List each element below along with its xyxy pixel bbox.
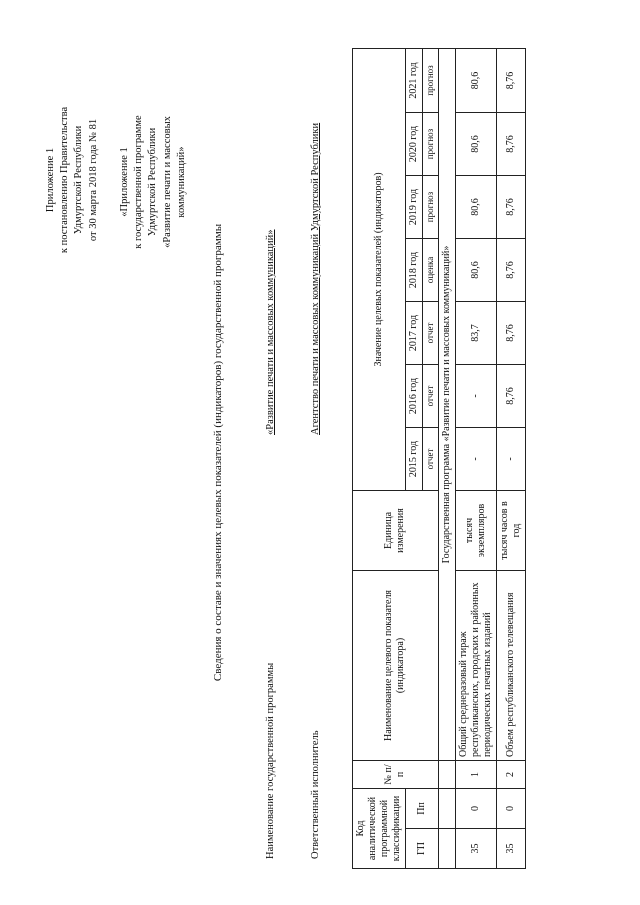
cell-value: 80,6 (455, 238, 496, 301)
cell-unit: тысяч экземпляров (455, 490, 496, 570)
cell-value: - (455, 427, 496, 490)
header-num: № п/п (353, 760, 439, 788)
cell-name: Объем республиканского телевещания (496, 570, 525, 760)
appendix-line: от 30 марта 2018 года № 81 (87, 118, 99, 242)
cell-value: 8,76 (496, 175, 525, 238)
header-year: 2016 год (406, 364, 423, 427)
header-type: отчет (423, 301, 439, 364)
header-name: Наименование целевого показателя (индикатора) (353, 570, 439, 760)
cell-value: - (455, 364, 496, 427)
header-gp: ГП (406, 829, 439, 869)
appendix-line: Удмуртской Республики (73, 125, 85, 235)
cell-gp: 35 (455, 829, 496, 869)
cell-value: 8,76 (496, 301, 525, 364)
appendix-line: коммуникаций» (175, 146, 187, 218)
cell-value: 8,76 (496, 238, 525, 301)
indicators-table (352, 48, 526, 869)
appendix-line: к постановлению Правительства (59, 106, 71, 254)
cell-unit: тысяч часов в год (496, 490, 525, 570)
cell-gp: 35 (496, 829, 525, 869)
program-value: «Развитие печати и массовых коммуникаций» (265, 229, 276, 435)
cell-value: - (496, 427, 525, 490)
header-year: 2015 год (406, 427, 423, 490)
appendix-line: к государственной программе (133, 115, 145, 249)
cell-value: 8,76 (496, 48, 525, 112)
program-label: Наименование государственной программы (265, 662, 276, 859)
appendix-line: «Развитие печати и массовых (161, 116, 173, 248)
header-pp: Пп (406, 788, 439, 828)
appendix-note-program (118, 67, 189, 297)
table-row (455, 48, 496, 868)
header-unit: Единица измерения (353, 490, 439, 570)
header-type: прогноз (423, 48, 439, 112)
header-type: отчет (423, 364, 439, 427)
header-type: прогноз (423, 175, 439, 238)
table-row (496, 48, 525, 868)
cell-value: 80,6 (455, 112, 496, 175)
table-header-row (353, 48, 406, 868)
header-values: Значение целевых показателей (индикаторов) (353, 48, 406, 490)
header-type: прогноз (423, 112, 439, 175)
header-year: 2020 год (406, 112, 423, 175)
appendix-line: «Приложение 1 (119, 147, 130, 217)
header-year: 2019 год (406, 175, 423, 238)
appendix-line: Удмуртской Республики (147, 127, 159, 237)
appendix-line: Приложение 1 (45, 147, 56, 213)
cell-value: 80,6 (455, 175, 496, 238)
cell-value: 80,6 (455, 48, 496, 112)
appendix-note (44, 65, 101, 295)
cell-pp: 0 (496, 788, 525, 828)
header-type: отчет (423, 427, 439, 490)
section-title: Государственная программа «Развитие печати и массовых коммуникаций» (438, 48, 455, 760)
header-year: 2021 год (406, 48, 423, 112)
header-code: Код аналитической программной классификации (353, 788, 406, 868)
header-type: оценка (423, 238, 439, 301)
cell-pp: 0 (455, 788, 496, 828)
responsible-label: Ответственный исполнитель (310, 730, 321, 859)
cell-num: 1 (455, 760, 496, 788)
cell-value: 8,76 (496, 364, 525, 427)
cell-num: 2 (496, 760, 525, 788)
cell-value: 83,7 (455, 301, 496, 364)
cell-name: Общий среднеразовый тираж республиканских, городских и районных периодических печатных изданий (455, 570, 496, 760)
cell-value: 8,76 (496, 112, 525, 175)
header-year: 2017 год (406, 301, 423, 364)
document-title: Сведения о составе и значениях целевых показателей (индикаторов) государственной программы (212, 223, 224, 682)
header-year: 2018 год (406, 238, 423, 301)
responsible-value: Агентство печати и массовых коммуникаций Удмуртской Республики (310, 122, 321, 435)
section-row (438, 48, 455, 868)
